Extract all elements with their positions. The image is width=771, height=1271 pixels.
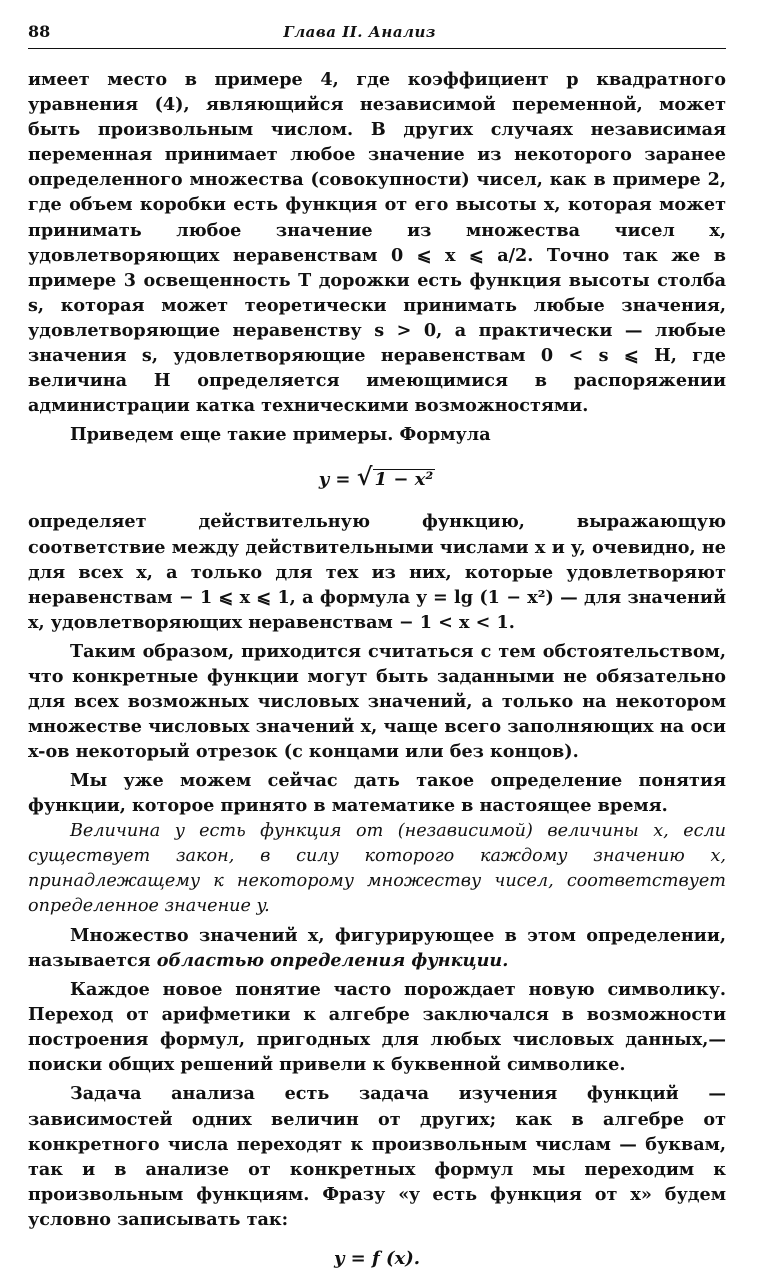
header-rule: [28, 48, 726, 49]
book-page: [28, 22, 726, 1271]
formula-sqrt: [28, 459, 726, 495]
paragraph-9: Задача анализа есть задача изучения функций — зависимостей одних величин от других; как в алгебре от конкретного числа переходят к произвольным числам — буквам, так и в анализе от конкретных формул мы переходим к произвольным функциям. Фразу «y есть функция от x» будем условно записывать так:: [28, 1083, 726, 1230]
paragraph-8: Каждое новое понятие часто порождает новую символику. Переход от арифметики к алгебре заключался в возможности построения формул, пригодных для любых числовых данных,— поиски общих решений привели к буквенной символике.: [28, 979, 726, 1076]
paragraph-2: Приведем еще такие примеры. Формула: [70, 424, 491, 446]
running-header: [28, 22, 726, 44]
formula-sqrt-lhs: y =: [318, 469, 357, 491]
formula-function-notation: y = f (x).: [333, 1248, 421, 1270]
page-number: 88: [28, 22, 51, 41]
radical-sign: √: [356, 462, 373, 492]
paragraph-5: Мы уже можем сейчас дать такое определение понятия функции, которое принято в математике в настоящее время.: [28, 770, 726, 817]
paragraph-3: определяет действительную функцию, выражающую соответствие между действительными числами x и y, очевидно, не для всех x, а только для тех из них, которые удовлетворяют неравенствам − 1 ⩽ x ⩽ 1, а формула y = lg (1 − x²) — для значений x, удовлетворяющих неравенствам − 1 < x < 1.: [28, 511, 726, 633]
page-body: [28, 67, 726, 1271]
paragraph-7-text: Множество значений x, фигурирующее в этом определении, называется: [28, 924, 726, 971]
function-definition: Величина y есть функция от (независимой) величины x, если существует закон, в силу которого каждому значению x, принадлежащему к некоторому множеству чисел, соответствует определенное значение y.: [28, 820, 726, 916]
domain-term: областью определения функции.: [156, 950, 509, 971]
paragraph-1: имеет место в примере 4, где коэффициент p квадратного уравнения (4), являющийся независимой переменной, может быть произвольным числом. В других случаях независимая переменная принимает любое значение из некоторого заранее определенного множества (совокупности) чисел, как в примере 2, где объем коробки есть функция от его высоты x, которая может принимать любое значение из множества чисел x, удовлетворяющих неравенствам 0 ⩽ x ⩽ a/2. Точно так же в примере 3 освещенность T дорожки есть функция высоты столба s, которая может теоретически принимать любые значения, удовлетворяющие неравенству s > 0, а практически — любые значения s, удовлетворяющие неравенствам 0 < s ⩽ H, где величина H определяется имеющимися в распоряжении администрации катка техническими возможностями.: [28, 69, 726, 417]
paragraph-4: Таким образом, приходится считаться с тем обстоятельством, что конкретные функции могут быть заданными не обязательно для всех возможных числовых значений, а только на некотором множестве числовых значений x, чаще всего заполняющих на оси x-ов некоторый отрезок (с концами или без концов).: [28, 640, 726, 763]
chapter-title: Глава II. Анализ: [283, 23, 436, 41]
formula-sqrt-radicand: 1 − x²: [374, 469, 434, 491]
paragraph-7: [28, 923, 726, 973]
